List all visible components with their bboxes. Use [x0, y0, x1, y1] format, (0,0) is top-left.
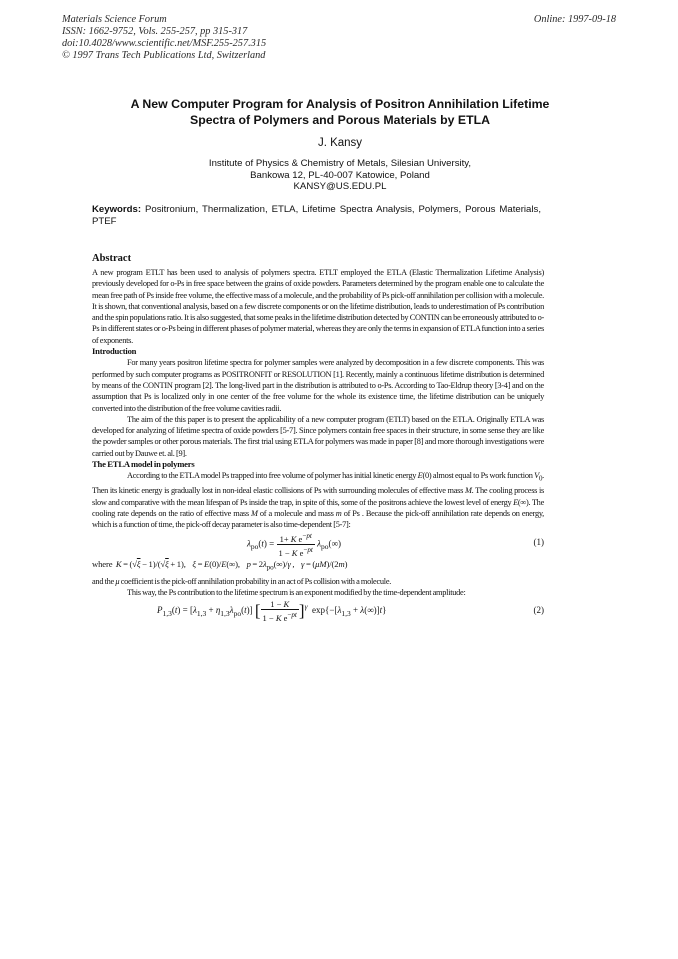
journal-header-left	[62, 14, 266, 62]
equation-1	[92, 531, 544, 557]
keywords	[92, 204, 541, 228]
journal-copyright: © 1997 Trans Tech Publications Ltd, Switzerland	[62, 50, 266, 61]
title-line-1: A New Computer Program for Analysis of Positron Annihilation Lifetime	[130, 97, 550, 111]
journal-doi: doi:10.4028/www.scientific.net/MSF.255-257.315	[62, 38, 267, 49]
affiliation-line-1: Institute of Physics & Chemistry of Metals, Silesian University,	[208, 158, 472, 169]
journal-issn: ISSN: 1662-9752, Vols. 255-257, pp 315-317	[62, 26, 248, 37]
intro-paragraph-2: The aim of the this paper is to present the applicability of a new computer program (ETLT) based on the ETLA. Originally ETLA was developed for analyzing of lifetime spectra of oxide powders [5-7]. Since polymers contain free spaces in their structure, in some sense they are like the powder samples or other porous materials. The first trial using ETLA for polymers was made in paper [8] and more thorough investigations were carried out by Dauwe et. al. [9].	[92, 414, 544, 458]
keywords-label: Keywords:	[92, 204, 142, 215]
equation-definitions: where K = (√ξ − 1)/(√ξ + 1), ξ = E(0)/E(∞), $p = 2\lambda_{po}(\infty)/\gamma$ , γ = (μM)/(2m)	[92, 559, 348, 573]
affiliation-line-2: Bankowa 12, PL-40-007 Katowice, Poland	[250, 169, 430, 181]
equation-2-number: (2)	[533, 605, 544, 616]
paper-title	[80, 97, 600, 128]
equation-1-number: (1)	[533, 537, 544, 548]
where-label: where	[92, 559, 113, 570]
title-line-2: Spectra of Polymers and Porous Materials by ETLA	[190, 112, 490, 127]
introduction-heading: Introduction	[92, 346, 137, 357]
author-name: J. Kansy	[317, 137, 363, 149]
equation-2	[92, 599, 544, 629]
online-date: Online: 1997-09-18	[533, 14, 616, 25]
equation-1-formula: $\lambda_{po}(t)$ = $\frac{1+ K e^{-pt}}{1 - K e^{-pt}}$ $\lambda_{po}(\infty)$	[247, 532, 341, 559]
equation-2-formula: $P_{1,3}(t) = [\lambda_{1,3} + \eta_{1,3}\lambda_{po}(t)]$ [ $\frac{1 - K}{1 - K e^{-pt}}$ ]$^\gamma$ $\exp\{-[\lambda_{1,3} + \lambda(\infty)]t\}$	[157, 599, 387, 623]
paper-body	[92, 253, 544, 630]
author-email: KANSY@US.EDU.PL	[293, 181, 387, 192]
intro-paragraph-1: For many years positron lifetime spectra for polymer samples were analyzed by decomposition in a few discrete components. This was performed by such computer programs as POSITRONFIT or RESOLUTION [1]. Recently, mainly a continuous lifetime distribution is determined by means of the CONTIN program [2]. The long-lived part in the distribution is attributed to o-Ps. According to Tao-Eldrup theory [3-4] and on the assumption that Ps is localized only in one center of the free volume for the whole its existence time, the lifetime distribution can be uniquely converted into the distribution of the free volume cavities radii.	[92, 358, 544, 413]
keywords-list: Positronium, Thermalization, ETLA, Lifetime Spectra Analysis, Polymers, Porous Materials, PTEF	[92, 204, 541, 227]
abstract-text: A new program ETLT has been used to analysis of polymers spectra. ETLT employed the ETLA (Elastic Thermalization Lifetime Analysis) previously developed for o-Ps in free space between the grains of oxide powders. Parameters determined by the program enable one to calculate the mean free path of Ps inside free volume, the effective mass of a molecule, and the probability of Ps pick-off annihilation per collision with a molecule. It is shown, that conventional analysis, based on a few discrete components or on the lifetime distribution, leads to underestimation of Ps contribution and the spin populations ratio. It is also suggested, that some peaks in the lifetime distribution detected by CONTIN can be erroneously attributed to o-Ps in different states or o-Ps being in different phases of polymer material, whereas they are only the terms in expansion of ETLA function into a series of exponents.	[92, 268, 544, 345]
mu-definition: and the μ coefficient is the pick-off annihilation probability in an act of Ps collision with a molecule.	[92, 576, 392, 586]
model-heading: The ETLA model in polymers	[92, 459, 195, 470]
abstract-heading: Abstract	[92, 253, 132, 264]
model-paragraph-2: This way, the Ps contribution to the lifetime spectrum is an exponent modified by the time-dependent amplitude:	[127, 587, 466, 597]
affiliation	[80, 158, 600, 193]
model-paragraph-1: According to the ETLA model Ps trapped into free volume of polymer has initial kinetic energy E(0) almost equal to Ps work function $V_0$. Then its kinetic energy is gradually lost in non-ideal elastic collisions of Ps with surrounding molecules of effective mass M. The cooling process is slow and comparative with the mean lifespan of Ps inside the trap, in spite of this, some of the positrons achieve the lowest level of energy E(∞). The cooling rate depends on the ratio of effective mass M of a molecule and mass m of Ps . Because the pick-off annihilation rate depends on energy, which is a function of time, the pick-off decay parameter is also time-dependent [5-7]:	[92, 471, 545, 530]
journal-name: Materials Science Forum	[62, 14, 167, 25]
